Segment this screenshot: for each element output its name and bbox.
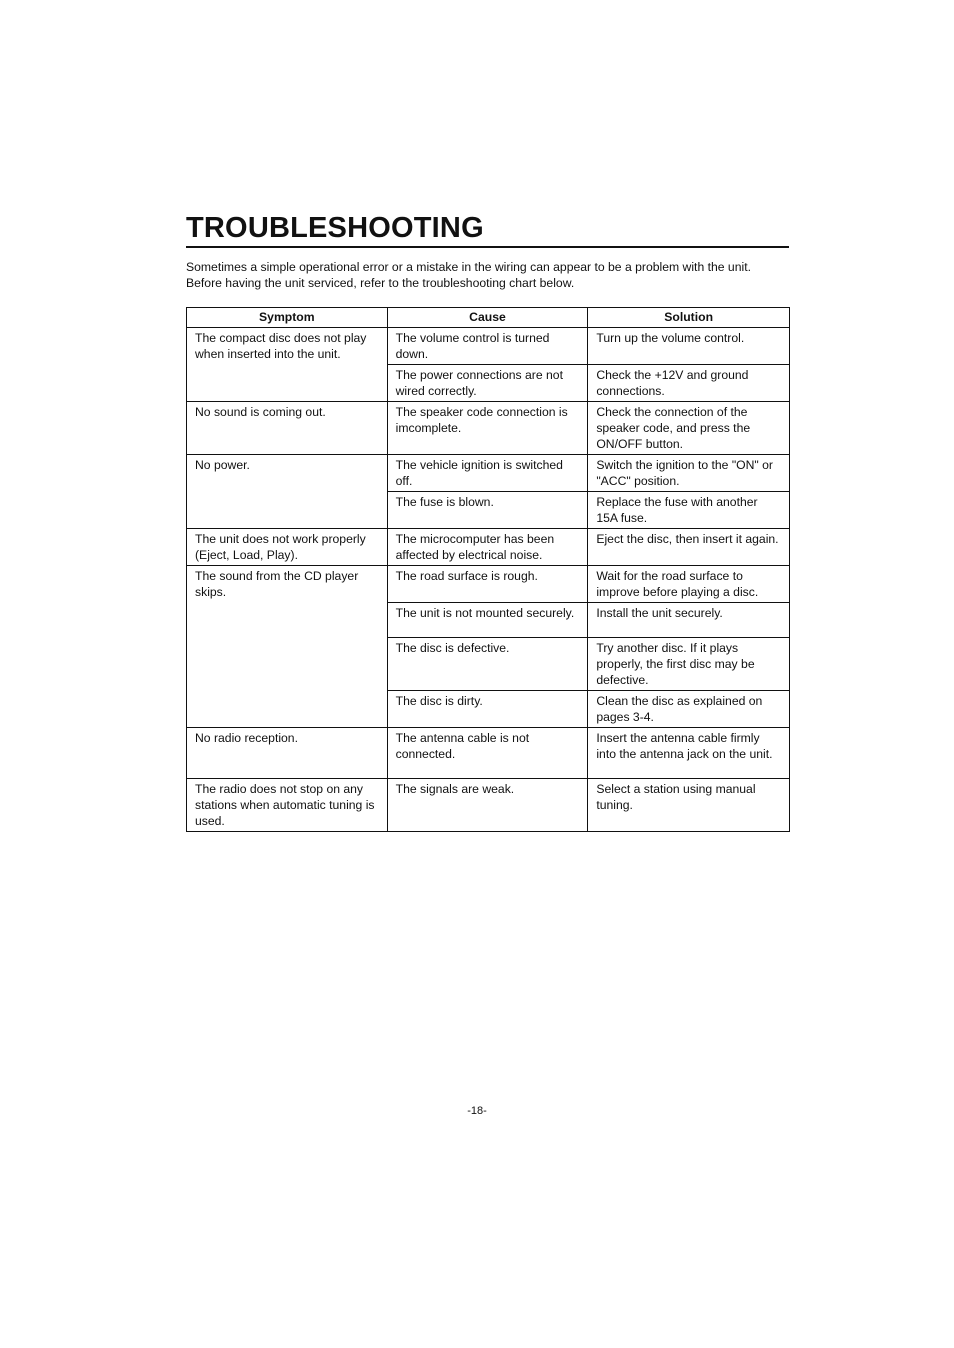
solution-cell: Wait for the road surface to improve before playing a disc. xyxy=(588,566,790,603)
symptom-cell: No sound is coming out. xyxy=(187,402,388,455)
cause-cell: The speaker code connection is imcomplete. xyxy=(387,402,588,455)
cause-cell: The disc is defective. xyxy=(387,638,588,691)
page-number: -18- xyxy=(467,1105,487,1117)
cause-cell: The unit is not mounted securely. xyxy=(387,603,588,638)
title-underline xyxy=(186,246,789,248)
cause-cell: The signals are weak. xyxy=(387,779,588,832)
table-row xyxy=(187,566,790,603)
table-row xyxy=(187,455,790,492)
solution-cell: Switch the ignition to the "ON" or "ACC" position. xyxy=(588,455,790,492)
intro-line-1: Sometimes a simple operational error or a mistake in the wiring can appear to be a problem with the unit. xyxy=(186,260,751,274)
solution-cell: Eject the disc, then insert it again. xyxy=(588,529,790,566)
cause-cell: The antenna cable is not connected. xyxy=(387,728,588,779)
table-row xyxy=(187,779,790,832)
intro-paragraph xyxy=(186,259,789,291)
solution-cell: Select a station using manual tuning. xyxy=(588,779,790,832)
troubleshooting-table xyxy=(186,307,790,832)
symptom-cell: The compact disc does not play when inserted into the unit. xyxy=(187,328,388,402)
cause-cell: The vehicle ignition is switched off. xyxy=(387,455,588,492)
cause-cell: The power connections are not wired correctly. xyxy=(387,365,588,402)
symptom-cell: No power. xyxy=(187,455,388,529)
symptom-cell: The radio does not stop on any stations when automatic tuning is used. xyxy=(187,779,388,832)
solution-cell: Check the connection of the speaker code, and press the ON/OFF button. xyxy=(588,402,790,455)
cause-cell: The road surface is rough. xyxy=(387,566,588,603)
solution-cell: Check the +12V and ground connections. xyxy=(588,365,790,402)
table-row xyxy=(187,402,790,455)
solution-cell: Clean the disc as explained on pages 3-4. xyxy=(588,691,790,728)
table-row xyxy=(187,529,790,566)
page-title: TROUBLESHOOTING xyxy=(186,212,484,244)
cause-cell: The volume control is turned down. xyxy=(387,328,588,365)
header-cause: Cause xyxy=(387,308,588,328)
header-symptom: Symptom xyxy=(187,308,388,328)
solution-cell: Replace the fuse with another 15A fuse. xyxy=(588,492,790,529)
symptom-cell: The unit does not work properly (Eject, Load, Play). xyxy=(187,529,388,566)
table-row xyxy=(187,328,790,365)
header-solution: Solution xyxy=(588,308,790,328)
symptom-cell: The sound from the CD player skips. xyxy=(187,566,388,728)
table-header-row xyxy=(187,308,790,328)
solution-cell: Turn up the volume control. xyxy=(588,328,790,365)
solution-cell: Try another disc. If it plays properly, the first disc may be defective. xyxy=(588,638,790,691)
cause-cell: The microcomputer has been affected by electrical noise. xyxy=(387,529,588,566)
intro-line-2: Before having the unit serviced, refer to the troubleshooting chart below. xyxy=(186,276,575,290)
symptom-cell: No radio reception. xyxy=(187,728,388,779)
cause-cell: The fuse is blown. xyxy=(387,492,588,529)
cause-cell: The disc is dirty. xyxy=(387,691,588,728)
solution-cell: Install the unit securely. xyxy=(588,603,790,638)
solution-cell: Insert the antenna cable firmly into the antenna jack on the unit. xyxy=(588,728,790,779)
table-row xyxy=(187,728,790,779)
table-body xyxy=(187,328,790,832)
